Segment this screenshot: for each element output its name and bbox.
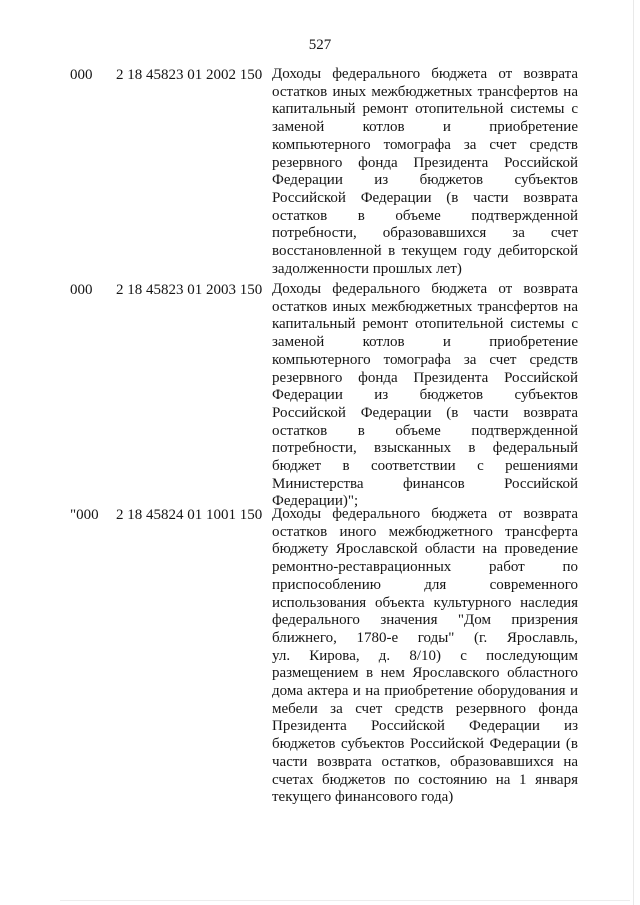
description-line: заменой котлов и приобретение [272,119,578,136]
administrator-code: 000 [70,67,93,83]
budget-code-entry [70,66,580,281]
budget-classification-code: 2 18 45824 01 1001 150 [116,507,263,523]
description-line: Доходы федерального бюджета от возврата [272,281,578,297]
description-line: части возврата остатков, образовавшихся на [272,753,578,770]
description-line: компьютерного томографа за счет средств [272,351,578,368]
description-line: остатков в объеме подтвержденной [272,422,578,439]
description-line: Федерации из бюджетов субъектов [272,387,578,404]
page-number: 527 [308,37,332,53]
description-line: потребности, образовавшихся за счет [272,225,578,242]
description-line: капитальный ремонт отопительной системы с [272,316,578,333]
description-line: резервного фонда Президента Российской [272,369,578,386]
budget-classification-code: 2 18 45823 01 2003 150 [116,282,263,298]
description-line: приспособлению для современного [272,576,578,593]
description-line: Российской Федерации (в части возврата [272,404,578,421]
description-line: остатков иных межбюджетных трансфертов на [272,298,578,315]
scan-edge-line [60,900,630,901]
administrator-code: "000 [70,507,99,523]
description-line: Президента Российской Федерации из [272,718,578,735]
description-line: компьютерного томографа за счет средств [272,136,578,153]
description-line: бюджет в соответствии с решениями [272,458,578,475]
description-line: федерального значения "Дом призрения [272,612,578,629]
description-line: задолженности прошлых лет) [272,260,462,277]
scan-edge-line [633,0,634,905]
administrator-code: 000 [70,282,93,298]
description-line: ближнего, 1780-е годы" (г. Ярославль, [272,629,578,646]
description-line: Федерации)"; [272,493,359,510]
description-line: потребности, взысканных в федеральный [272,440,578,457]
description-line: текущего финансового года) [272,789,454,806]
income-description [272,281,578,511]
description-line: использования объекта культурного наследия [272,594,578,611]
description-line: мебели за счет средств резервного фонда [272,700,578,717]
budget-code-entry [70,281,580,510]
budget-classification-code: 2 18 45823 01 2002 150 [116,67,263,83]
description-line: Доходы федерального бюджета от возврата [272,66,578,82]
description-line: бюджетов субъектов Российской Федерации (в [272,736,578,753]
description-line: резервного фонда Президента Российской [272,154,578,171]
description-line: ремонтно-реставрационных работ по [272,559,578,576]
description-line: капитальный ремонт отопительной системы с [272,101,578,118]
income-description [272,66,578,278]
description-line: остатков иного межбюджетного трансферта [272,523,578,540]
description-line: заменой котлов и приобретение [272,334,578,351]
description-line: счетах бюджетов по состоянию на 1 января [272,771,578,788]
description-line: размещением в нем Ярославского областного [272,665,578,682]
description-line: Российской Федерации (в части возврата [272,189,578,206]
budget-code-entry [70,506,580,807]
income-description [272,506,578,807]
description-line: Министерства финансов Российской [272,475,578,492]
description-line: дома актера и на приобретение оборудования и [272,683,578,700]
description-line: ул. Кирова, д. 8/10) с последующим [272,647,578,664]
description-line: остатков иных межбюджетных трансфертов на [272,83,578,100]
description-line: остатков в объеме подтвержденной [272,207,578,224]
budget-code-list [70,66,580,807]
description-line: Доходы федерального бюджета от возврата [272,506,578,522]
description-line: бюджету Ярославской области на проведение [272,541,578,558]
description-line: восстановленной в текущем году дебиторской [272,243,578,260]
description-line: Федерации из бюджетов субъектов [272,172,578,189]
